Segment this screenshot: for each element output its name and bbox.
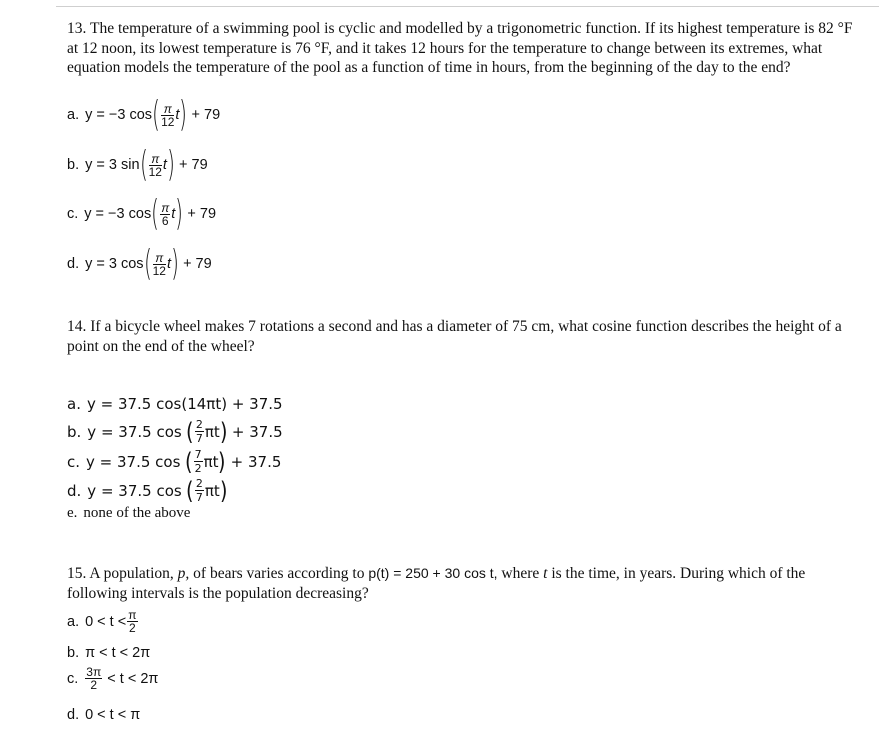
- q15-option-d[interactable]: d. 0 < t < π: [67, 707, 141, 723]
- q14-option-c[interactable]: c. y = 37.5 cos ( $\frac{7}{2}$ πt ) + 37.5: [67, 447, 282, 476]
- q13-option-c[interactable]: c. y = −3 cos ( $\frac{\pi}{6}$ t ) + 79: [67, 193, 217, 234]
- question-text: The temperature of a swimming pool is cyclic and modelled by a trigonometric function. If its highest temperature is 82 °F at 12 noon, its lowest temperature is 76 °F, and it takes 12 hours for the temperature to change between its extremes, what equation models the temperature of the pool as a function of time in hours, from the beginning of the day to the end?: [67, 20, 853, 76]
- question-number: 13.: [67, 20, 87, 37]
- question-number: 14.: [67, 318, 87, 335]
- q13-option-a[interactable]: a. y = −3 cos ( $\frac{\pi}{12}$ t ) + 79: [67, 94, 221, 135]
- q15-option-b[interactable]: b. π < t < 2π: [67, 645, 151, 661]
- q13-option-d[interactable]: d. y = 3 cos ( $\frac{\pi}{12}$ t ) + 79: [67, 243, 212, 284]
- top-rule: [56, 6, 879, 7]
- question-15: 15. A population, p, of bears varies according to p(t) = 250 + 30 cos t, where t is the time, in years. During which of the following intervals is the population decreasing?: [67, 565, 806, 602]
- q13-option-b[interactable]: b. y = 3 sin ( $\frac{\pi}{12}$ t ) + 79: [67, 144, 208, 185]
- question-text: If a bicycle wheel makes 7 rotations a second and has a diameter of 75 cm, what cosine function describes the height of a point on the end of the wheel?: [67, 318, 842, 355]
- q14-option-d[interactable]: d. y = 37.5 cos ( $\frac{2}{7}$ πt ): [67, 476, 228, 505]
- q15-option-a[interactable]: a. 0 < t < $\frac{\pi}{2}$: [67, 608, 137, 635]
- question-13: [67, 19, 867, 78]
- q14-option-e[interactable]: e. none of the above: [67, 505, 191, 521]
- q15-option-c[interactable]: c. $\frac{3\pi}{2}$ < t < 2π: [67, 665, 159, 692]
- q14-option-a[interactable]: a. y = 37.5 cos(14πt) + 37.5: [67, 395, 283, 413]
- q14-option-b[interactable]: b. y = 37.5 cos ( $\frac{2}{7}$ πt ) + 37.5: [67, 417, 283, 446]
- question-14: [67, 317, 867, 356]
